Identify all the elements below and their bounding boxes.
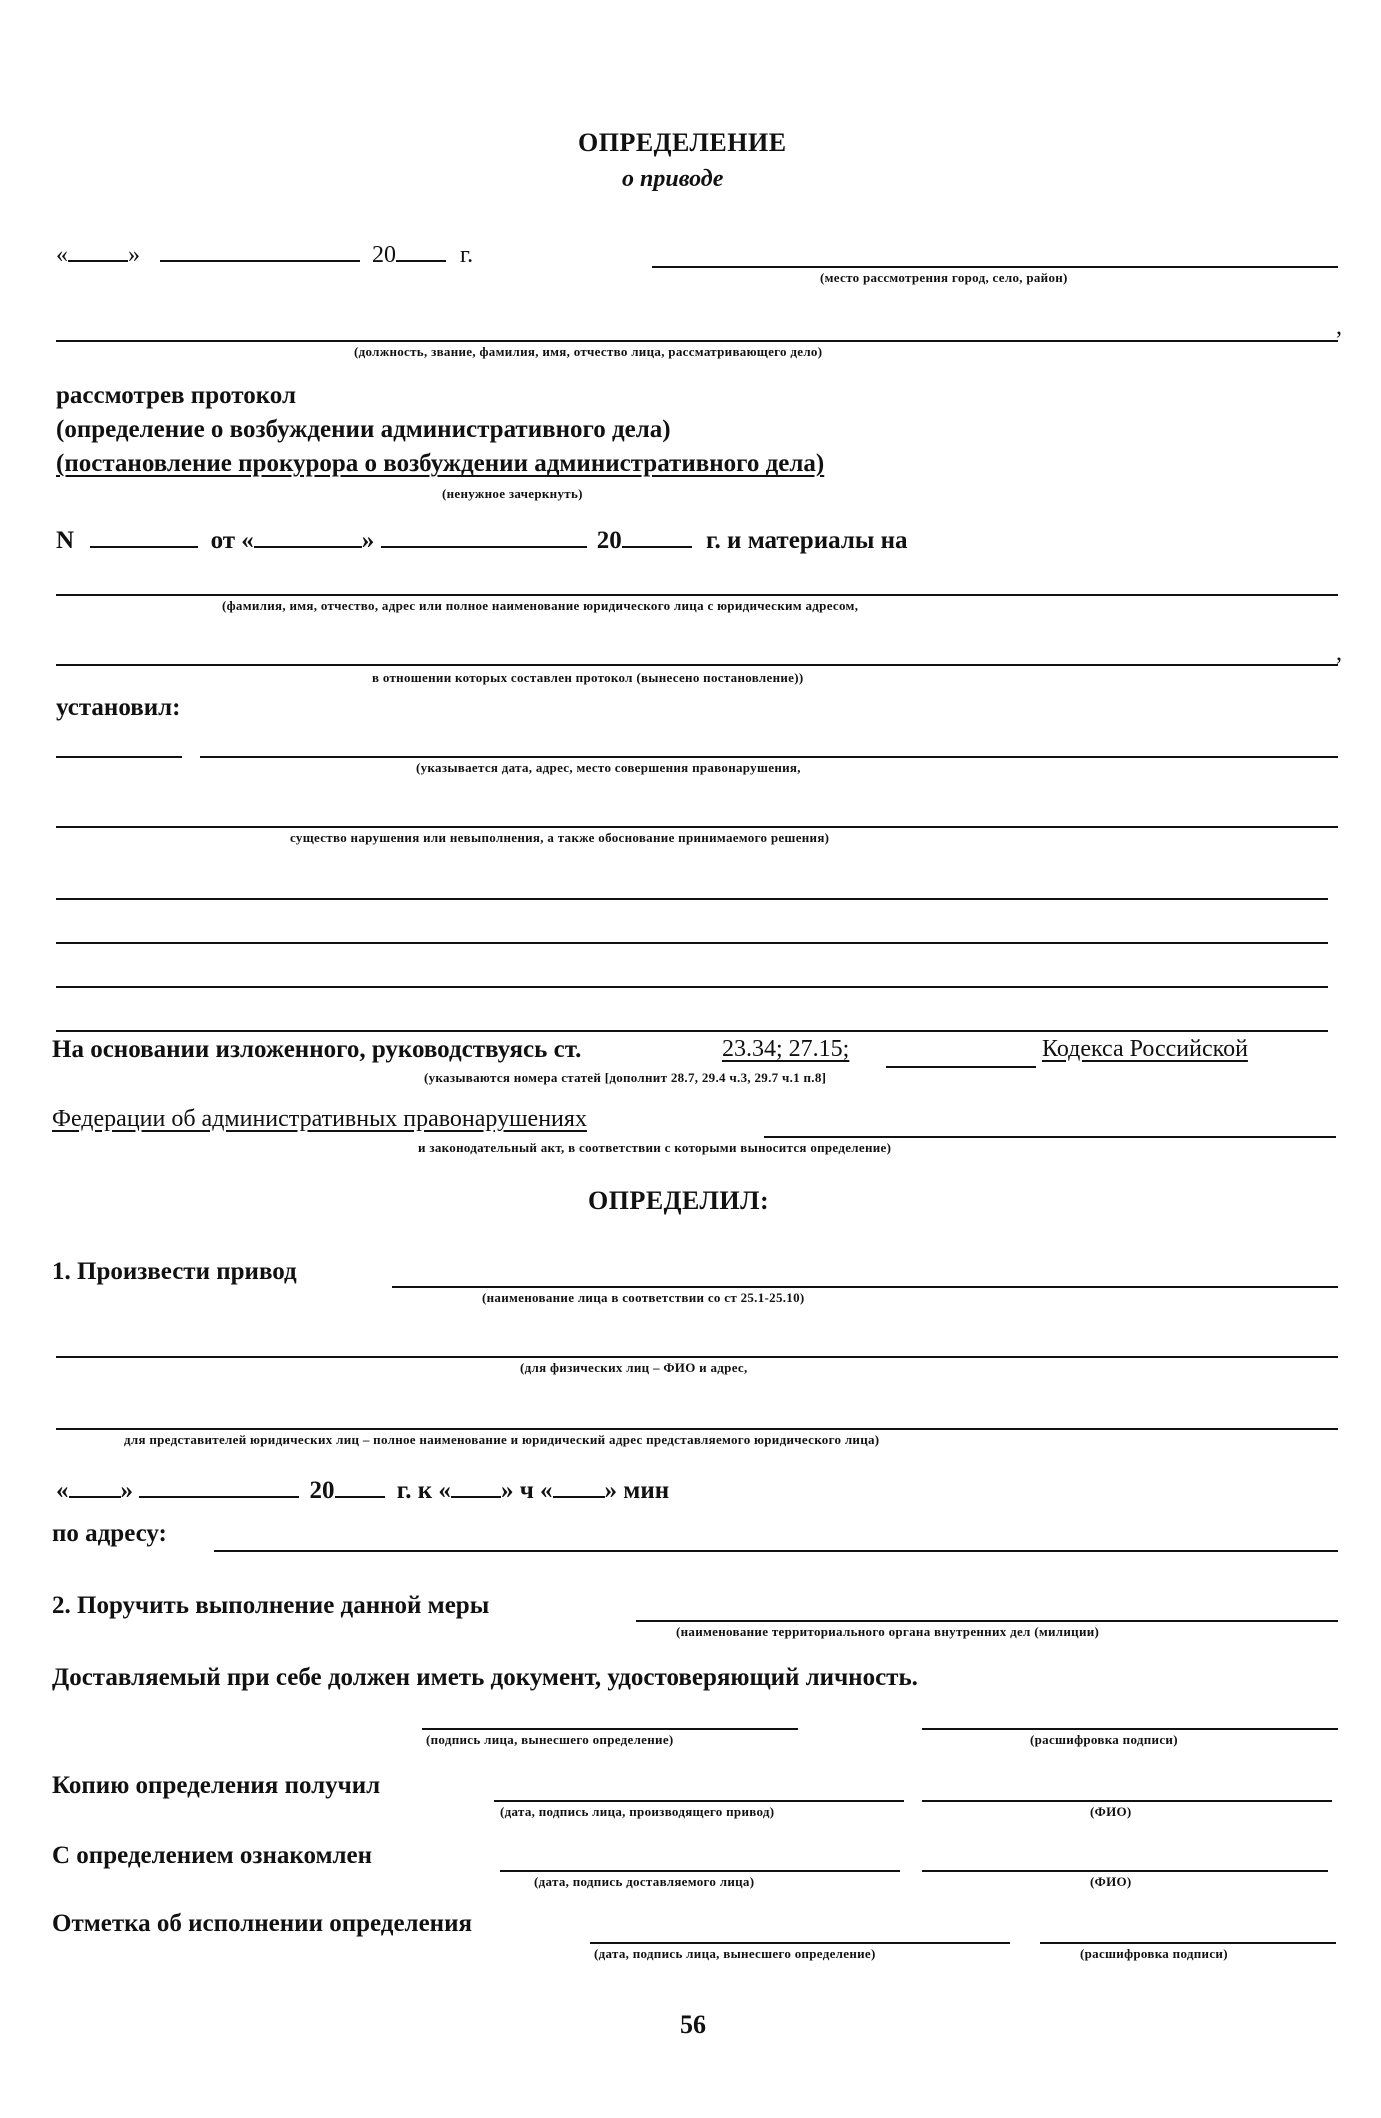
arrival-minute-field[interactable]: [553, 1472, 605, 1498]
person-field-2[interactable]: [56, 664, 1338, 666]
strike-caption: (ненужное зачеркнуть): [442, 486, 583, 501]
exec-decode-field[interactable]: [1040, 1942, 1336, 1944]
basis-caption-2: и законодательный акт, в соответствии с которыми выносится определение): [418, 1140, 892, 1155]
basis-code-extra[interactable]: [764, 1136, 1336, 1138]
established-field-3[interactable]: [56, 898, 1328, 900]
address-label: по адресу:: [52, 1520, 167, 1547]
exec-caption-1: (дата, подпись лица, вынесшего определение): [594, 1946, 876, 1961]
arrival-month-field[interactable]: [139, 1472, 299, 1498]
protocol-day-field[interactable]: [254, 522, 362, 548]
exec-sign-field[interactable]: [590, 1942, 1010, 1944]
item1-caption-2: (для физических лиц – ФИО и адрес,: [520, 1360, 748, 1375]
comma: ,: [1336, 314, 1342, 340]
person-field-1[interactable]: [56, 594, 1338, 596]
established-field-2[interactable]: [56, 826, 1338, 828]
official-field[interactable]: [56, 340, 1338, 342]
copy-sign-field[interactable]: [494, 1800, 904, 1802]
established-field-a[interactable]: [56, 756, 182, 758]
established-field-6[interactable]: [56, 1030, 1328, 1032]
ack-caption-2: (ФИО): [1090, 1874, 1132, 1889]
time-row: « » 20 г. к « » ч « » мин: [56, 1472, 669, 1505]
address-field[interactable]: [214, 1550, 1338, 1552]
item1-caption-1: (наименование лица в соответствии со ст 25.1-25.10): [482, 1290, 805, 1305]
arrival-hour-field[interactable]: [451, 1472, 501, 1498]
item1-field-3[interactable]: [56, 1428, 1338, 1430]
ack-label: С определением ознакомлен: [52, 1842, 373, 1869]
comma-2: ,: [1336, 640, 1342, 666]
person-caption-1: (фамилия, имя, отчество, адрес или полное наименование юридического лица с юридическим адресом,: [222, 598, 859, 613]
basis-articles: 23.34; 27.15;: [722, 1036, 850, 1062]
reviewed-line-1: рассмотрев протокол: [56, 382, 297, 409]
established-field-5[interactable]: [56, 986, 1328, 988]
official-caption: (должность, звание, фамилия, имя, отчество лица, рассматривающего дело): [354, 344, 823, 359]
day-field[interactable]: [68, 236, 128, 262]
place-field[interactable]: [652, 266, 1338, 268]
signature-decode-field[interactable]: [922, 1728, 1338, 1730]
copy-label: Копию определения получил: [52, 1772, 381, 1799]
exec-label: Отметка об исполнении определения: [52, 1910, 472, 1937]
copy-name-field[interactable]: [922, 1800, 1332, 1802]
date-row: « » 20 г.: [56, 236, 473, 269]
copy-caption-1: (дата, подпись лица, производящего привод): [500, 1804, 775, 1819]
reviewed-line-3: (постановление прокурора о возбуждении административного дела): [56, 450, 825, 477]
basis-code-continued: Федерации об административных правонарушениях: [52, 1106, 587, 1132]
ack-sign-field[interactable]: [500, 1870, 900, 1872]
item2-label: 2. Поручить выполнение данной меры: [52, 1592, 490, 1619]
signature-field[interactable]: [422, 1728, 798, 1730]
place-caption: (место рассмотрения город, село, район): [820, 270, 1068, 285]
established-field-4[interactable]: [56, 942, 1328, 944]
document-title: ОПРЕДЕЛЕНИЕ: [578, 128, 787, 157]
arrival-year-field[interactable]: [335, 1472, 385, 1498]
item1-field-2[interactable]: [56, 1356, 1338, 1358]
copy-caption-2: (ФИО): [1090, 1804, 1132, 1819]
basis-text: На основании изложенного, руководствуясь ст.: [52, 1036, 582, 1063]
arrival-day-field[interactable]: [69, 1472, 121, 1498]
document-subtitle: о приводе: [622, 166, 724, 192]
reviewed-line-2: (определение о возбуждении административного дела): [56, 416, 671, 443]
ack-name-field[interactable]: [922, 1870, 1328, 1872]
basis-caption: (указываются номера статей [дополнит 28.7, 29.4 ч.3, 29.7 ч.1 п.8]: [424, 1070, 827, 1085]
protocol-number-field[interactable]: [90, 522, 198, 548]
ack-caption-1: (дата, подпись доставляемого лица): [534, 1874, 755, 1889]
basis-code: Кодекса Российской: [1042, 1036, 1248, 1062]
year-field[interactable]: [396, 236, 446, 262]
signature-decode-caption: (расшифровка подписи): [1030, 1732, 1178, 1747]
item1-label: 1. Произвести привод: [52, 1258, 297, 1285]
signature-caption: (подпись лица, вынесшего определение): [426, 1732, 674, 1747]
protocol-year-field[interactable]: [622, 522, 692, 548]
decided-title: ОПРЕДЕЛИЛ:: [588, 1186, 770, 1215]
person-caption-2: в отношении которых составлен протокол (вынесено постановление)): [372, 670, 804, 685]
document-note: Доставляемый при себе должен иметь документ, удостоверяющий личность.: [52, 1664, 918, 1691]
page-number: 56: [680, 2010, 706, 2039]
number-row: N от « » 20 г. и материалы на: [56, 522, 908, 555]
protocol-month-field[interactable]: [381, 522, 587, 548]
item1-field[interactable]: [392, 1286, 1338, 1288]
established-field-b[interactable]: [200, 756, 1338, 758]
item2-caption: (наименование территориального органа внутренних дел (милиции): [676, 1624, 1100, 1639]
established-caption-2: существо нарушения или невыполнения, а также обоснование принимаемого решения): [290, 830, 830, 845]
established-label: установил:: [56, 694, 181, 721]
basis-articles-extra[interactable]: [886, 1066, 1036, 1068]
month-field[interactable]: [160, 236, 360, 262]
established-caption-1: (указывается дата, адрес, место совершения правонарушения,: [416, 760, 801, 775]
item1-caption-3: для представителей юридических лиц – полное наименование и юридический адрес представляемого юридического лица): [124, 1432, 880, 1447]
item2-field[interactable]: [636, 1620, 1338, 1622]
exec-caption-2: (расшифровка подписи): [1080, 1946, 1228, 1961]
